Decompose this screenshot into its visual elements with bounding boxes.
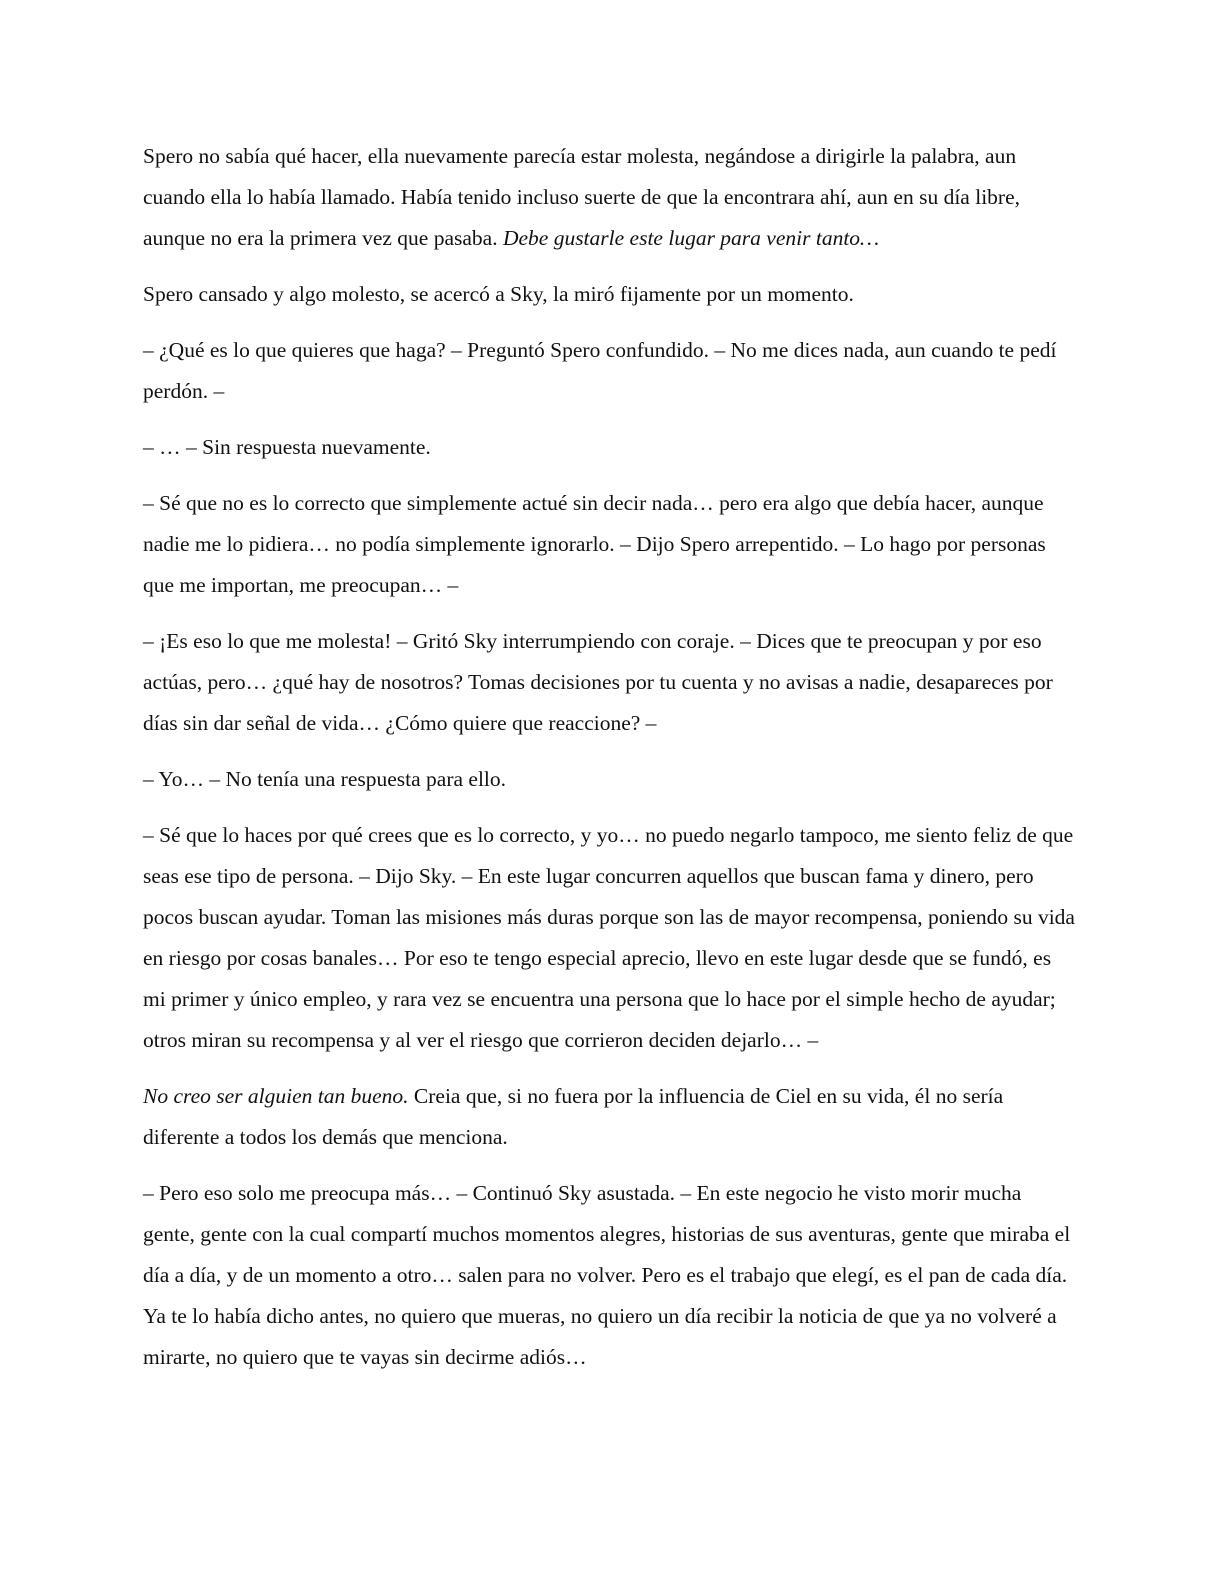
- paragraph-9: [143, 1076, 1075, 1158]
- paragraph-text: – Sé que no es lo correcto que simplemente actué sin decir nada… pero era algo que debía hacer, aunque nadie me lo pidiera… no podía simplemente ignorarlo. – Dijo Spero arrepentido. – Lo hago por personas que me importan, me preocupan… –: [143, 491, 1046, 597]
- document-body: [143, 136, 1075, 1393]
- paragraph-text: – ¿Qué es lo que quieres que haga? – Preguntó Spero confundido. – No me dices nada, aun cuando te pedí perdón. –: [143, 338, 1057, 403]
- paragraph-text: – … – Sin respuesta nuevamente.: [143, 435, 431, 459]
- paragraph-7: [143, 759, 1075, 800]
- italic-thought: No creo ser alguien tan bueno.: [143, 1084, 409, 1108]
- paragraph-4: [143, 427, 1075, 468]
- paragraph-text: Spero no sabía qué hacer, ella nuevamente parecía estar molesta, negándose a dirigirle la palabra, aun cuando ella lo había llamado. Había tenido incluso suerte de que la encontrara ahí, aun en su día libre, aunque no era la primera vez que pasaba.: [143, 144, 1020, 250]
- paragraph-text: – Pero eso solo me preocupa más… – Continuó Sky asustada. – En este negocio he visto morir mucha gente, gente con la cual compartí muchos momentos alegres, historias de sus aventuras, gente que miraba el día a día, y de un momento a otro… salen para no volver. Pero es el trabajo que elegí, es el pan de cada día. Ya te lo había dicho antes, no quiero que mueras, no quiero un día recibir la noticia de que ya no volveré a mirarte, no quiero que te vayas sin decirme adiós…: [143, 1181, 1071, 1369]
- paragraph-5: [143, 483, 1075, 606]
- paragraph-text: Spero cansado y algo molesto, se acercó a Sky, la miró fijamente por un momento.: [143, 282, 854, 306]
- paragraph-1: [143, 136, 1075, 259]
- paragraph-text: Creia que, si no fuera por la influencia de Ciel en su vida, él no sería diferente a todos los demás que menciona.: [143, 1084, 1004, 1149]
- paragraph-10: [143, 1173, 1075, 1378]
- paragraph-3: [143, 330, 1075, 412]
- paragraph-text: – Yo… – No tenía una respuesta para ello.: [143, 767, 507, 791]
- paragraph-6: [143, 621, 1075, 744]
- paragraph-8: [143, 815, 1075, 1061]
- paragraph-text: – Sé que lo haces por qué crees que es lo correcto, y yo… no puedo negarlo tampoco, me siento feliz de que seas ese tipo de persona. – Dijo Sky. – En este lugar concurren aquellos que buscan fama y dinero, pero pocos buscan ayudar. Toman las misiones más duras porque son las de mayor recompensa, poniendo su vida en riesgo por cosas banales… Por eso te tengo especial aprecio, llevo en este lugar desde que se fundó, es mi primer y único empleo, y rara vez se encuentra una persona que lo hace por el simple hecho de ayudar; otros miran su recompensa y al ver el riesgo que corrieron deciden dejarlo… –: [143, 823, 1075, 1052]
- paragraph-text: – ¡Es eso lo que me molesta! – Gritó Sky interrumpiendo con coraje. – Dices que te preocupan y por eso actúas, pero… ¿qué hay de nosotros? Tomas decisiones por tu cuenta y no avisas a nadie, desapareces por días sin dar señal de vida… ¿Cómo quiere que reaccione? –: [143, 629, 1053, 735]
- italic-thought: Debe gustarle este lugar para venir tanto…: [502, 226, 880, 250]
- paragraph-2: [143, 274, 1075, 315]
